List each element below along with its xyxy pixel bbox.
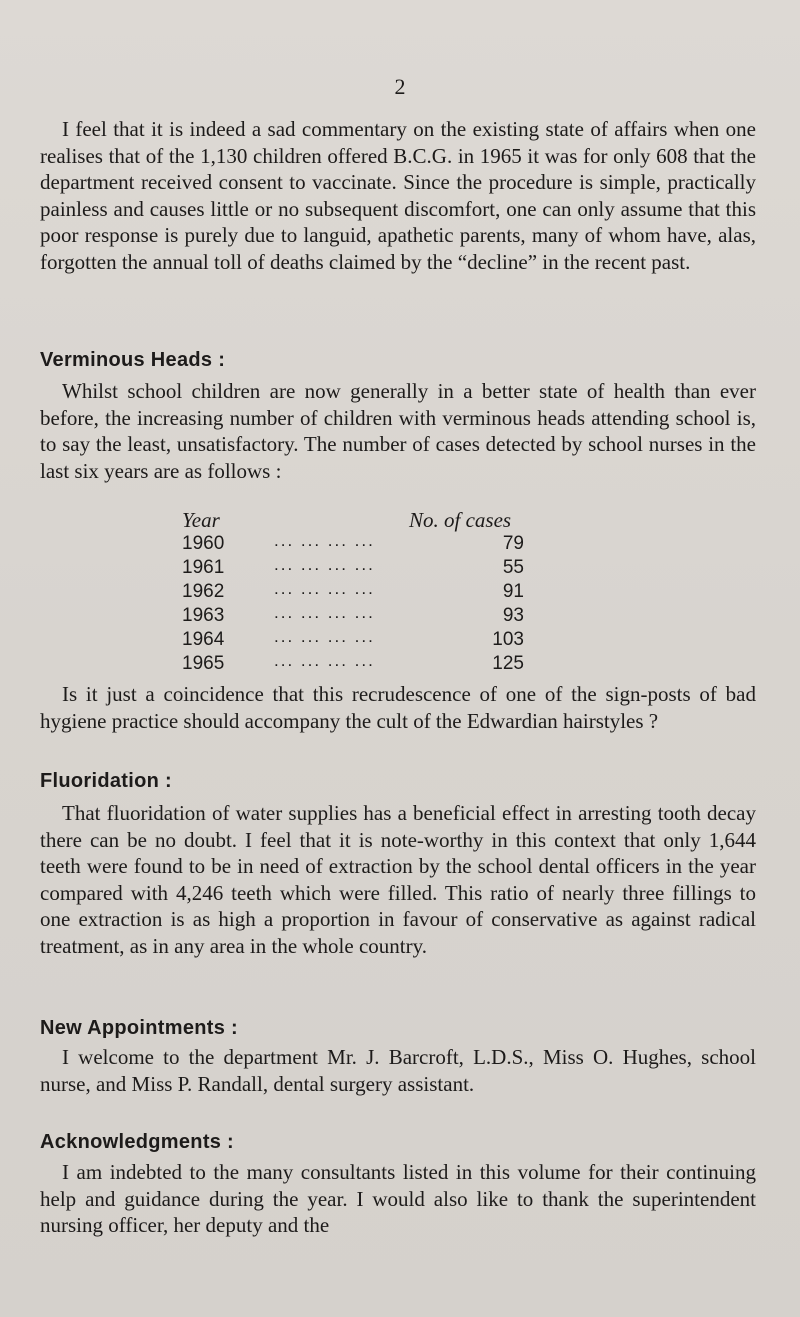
row-cases: 103 bbox=[492, 629, 524, 650]
fluoridation-heading: Fluoridation : bbox=[40, 770, 172, 792]
intro-paragraph: I feel that it is indeed a sad commentary on the existing state of affairs when one realises that of the 1,130 children offered B.C.G. in 1965 it was for only 608 that the department received consent to vaccinate. Since the procedure is simple, practically painless and causes little or no subsequent discomfort, one can only assume that this poor response is purely due to languid, apathetic parents, many of whom have, alas, forgotten the annual toll of deaths claimed by the “decline” in the recent past. bbox=[40, 117, 756, 274]
leader-dots: ... ... ... ... bbox=[274, 651, 375, 670]
table-row bbox=[182, 653, 602, 677]
leader-dots: ... ... ... ... bbox=[274, 627, 375, 646]
table-row bbox=[182, 581, 602, 605]
leader-dots: ... ... ... ... bbox=[274, 555, 375, 574]
row-year: 1965 bbox=[182, 653, 225, 674]
appointments-paragraph: I welcome to the department Mr. J. Barcroft, L.D.S., Miss O. Hughes, school nurse, and Miss P. Randall, dental surgery assistant. bbox=[40, 1045, 756, 1096]
appointments-heading: New Appointments : bbox=[40, 1017, 238, 1039]
row-cases: 91 bbox=[502, 581, 524, 602]
column-header-year: Year bbox=[182, 508, 220, 532]
acknowledgments-heading: Acknowledgments : bbox=[40, 1131, 235, 1153]
leader-dots: ... ... ... ... bbox=[274, 531, 375, 550]
row-cases: 55 bbox=[502, 557, 524, 578]
page-number: 2 bbox=[394, 74, 406, 99]
row-year: 1962 bbox=[182, 581, 225, 602]
row-cases: 93 bbox=[502, 605, 524, 626]
row-year: 1960 bbox=[182, 533, 225, 554]
column-header-cases: No. of cases bbox=[409, 508, 512, 532]
table-row bbox=[182, 605, 602, 629]
table-row bbox=[182, 629, 602, 653]
table-header bbox=[182, 508, 582, 534]
row-cases: 125 bbox=[492, 653, 524, 674]
verminous-heading: Verminous Heads : bbox=[40, 349, 226, 371]
coincidence-paragraph: Is it just a coincidence that this recrudescence of one of the sign-posts of bad hygiene practice should accompany the cult of the Edwardian hairstyles ? bbox=[40, 682, 756, 733]
row-year: 1964 bbox=[182, 629, 225, 650]
table-row bbox=[182, 533, 602, 557]
row-year: 1963 bbox=[182, 605, 225, 626]
leader-dots: ... ... ... ... bbox=[274, 603, 375, 622]
table-row bbox=[182, 557, 602, 581]
fluoridation-paragraph: That fluoridation of water supplies has a beneficial effect in arresting tooth decay there can be no doubt. I feel that it is note-worthy in this context that only 1,644 teeth were found to be in need of extraction by the school dental officers in the year compared with 4,246 teeth which were filled. This ratio of nearly three fillings to one extraction is as high a proportion in favour of conservative as against radical treatment, as in any area in the whole country. bbox=[40, 801, 756, 958]
leader-dots: ... ... ... ... bbox=[274, 579, 375, 598]
row-cases: 79 bbox=[502, 533, 524, 554]
acknowledgments-paragraph: I am indebted to the many consultants listed in this volume for their continuing help and guidance during the year. I would also like to thank the superintendent nursing officer, her deputy and the bbox=[40, 1160, 756, 1237]
verminous-paragraph: Whilst school children are now generally in a better state of health than ever before, the increasing number of children with verminous heads attending school is, to say the least, unsatisfactory. The number of cases detected by school nurses in the last six years are as follows : bbox=[40, 379, 756, 483]
row-year: 1961 bbox=[182, 557, 225, 578]
